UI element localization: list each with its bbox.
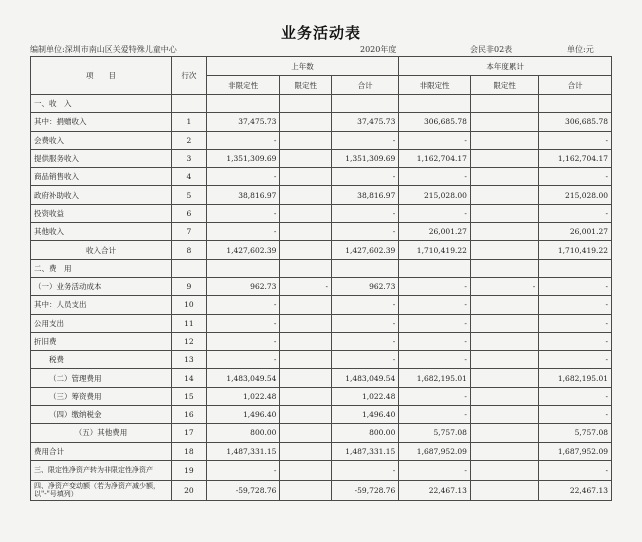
table-row [31, 259, 612, 277]
cur-unrestricted-value: - [399, 277, 471, 295]
row-line-number: 7 [172, 223, 207, 241]
table-row [31, 95, 612, 113]
prev-restricted-value [280, 369, 332, 387]
table-row [31, 314, 612, 332]
prev-restricted-value [280, 442, 332, 460]
cur-unrestricted-value: - [399, 460, 471, 480]
prev-unrestricted-value: 962.73 [206, 277, 280, 295]
cur-restricted-value [470, 113, 538, 131]
cur-unrestricted-value: - [399, 168, 471, 186]
prev-restricted-value [280, 204, 332, 222]
row-line-number: 3 [172, 149, 207, 167]
prev-unrestricted-value: - [206, 460, 280, 480]
cur-unrestricted-value: 26,001.27 [399, 223, 471, 241]
row-item-label: 二、费 用 [31, 259, 172, 277]
row-item-label: 四、净资产变动额（若为净资产减少额，以"-"号填列） [31, 480, 172, 500]
prev-unrestricted-value: 1,487,331.15 [206, 442, 280, 460]
prev-restricted-value [280, 259, 332, 277]
cur-restricted-value [470, 186, 538, 204]
cur-unrestricted-value: - [399, 204, 471, 222]
table-row [31, 131, 612, 149]
cur-restricted-value [470, 131, 538, 149]
prev-restricted-value [280, 241, 332, 259]
col-header-cur-total: 合计 [539, 76, 612, 95]
cur-restricted-value [470, 95, 538, 113]
activity-table [30, 56, 612, 501]
row-item-label: 税费 [31, 351, 172, 369]
prev-total-value: 1,487,331.15 [331, 442, 398, 460]
row-line-number: 2 [172, 131, 207, 149]
cur-restricted-value [470, 168, 538, 186]
row-item-label: 提供服务收入 [31, 149, 172, 167]
prev-restricted-value [280, 424, 332, 442]
table-row [31, 113, 612, 131]
table-row [31, 204, 612, 222]
prev-restricted-value [280, 332, 332, 350]
report-year: 2020年度 [360, 45, 397, 54]
table-body [31, 95, 612, 501]
row-item-label: 公用支出 [31, 314, 172, 332]
cur-total-value: 1,710,419.22 [539, 241, 612, 259]
cur-total-value [539, 95, 612, 113]
cur-total-value: 215,028.00 [539, 186, 612, 204]
cur-total-value: - [539, 387, 612, 405]
row-line-number: 6 [172, 204, 207, 222]
row-item-label: 其中：人员支出 [31, 296, 172, 314]
cur-unrestricted-value [399, 95, 471, 113]
row-line-number: 12 [172, 332, 207, 350]
prev-unrestricted-value: 1,496.40 [206, 406, 280, 424]
cur-total-value: - [539, 406, 612, 424]
row-item-label: 三、限定性净资产转为非限定性净资产 [31, 460, 172, 480]
cur-unrestricted-value: 306,685.78 [399, 113, 471, 131]
row-item-label: （五）其他费用 [31, 424, 172, 442]
prev-unrestricted-value: 800.00 [206, 424, 280, 442]
row-line-number: 1 [172, 113, 207, 131]
row-item-label: 费用合计 [31, 442, 172, 460]
prev-unrestricted-value: - [206, 296, 280, 314]
cur-total-value: 1,687,952.09 [539, 442, 612, 460]
prev-restricted-value [280, 314, 332, 332]
prev-total-value: 1,022.48 [331, 387, 398, 405]
cur-unrestricted-value: - [399, 314, 471, 332]
prev-unrestricted-value: - [206, 314, 280, 332]
cur-unrestricted-value: 22,467.13 [399, 480, 471, 500]
prev-total-value [331, 95, 398, 113]
prev-total-value: 1,483,049.54 [331, 369, 398, 387]
cur-total-value: - [539, 168, 612, 186]
prev-unrestricted-value: - [206, 131, 280, 149]
cur-total-value: - [539, 351, 612, 369]
row-item-label: 投资收益 [31, 204, 172, 222]
cur-restricted-value [470, 369, 538, 387]
cur-total-value: - [539, 277, 612, 295]
prev-restricted-value [280, 480, 332, 500]
table-row [31, 387, 612, 405]
prev-unrestricted-value: -59,728.76 [206, 480, 280, 500]
row-line-number: 8 [172, 241, 207, 259]
cur-restricted-value [470, 296, 538, 314]
table-row [31, 406, 612, 424]
prev-unrestricted-value: - [206, 332, 280, 350]
cur-total-value: 26,001.27 [539, 223, 612, 241]
col-header-item: 项 目 [31, 57, 172, 95]
cur-total-value: - [539, 460, 612, 480]
cur-total-value: 1,162,704.17 [539, 149, 612, 167]
cur-restricted-value [470, 351, 538, 369]
prev-restricted-value [280, 186, 332, 204]
prev-total-value: 38,816.97 [331, 186, 398, 204]
col-header-prev-unrestricted: 非限定性 [206, 76, 280, 95]
row-line-number: 17 [172, 424, 207, 442]
prev-total-value: - [331, 314, 398, 332]
table-row [31, 296, 612, 314]
cur-restricted-value [470, 204, 538, 222]
table-row [31, 460, 612, 480]
prev-total-value: - [331, 296, 398, 314]
table-row [31, 332, 612, 350]
row-line-number: 9 [172, 277, 207, 295]
row-item-label: 其中：捐赠收入 [31, 113, 172, 131]
prev-unrestricted-value: 37,475.73 [206, 113, 280, 131]
prev-total-value: - [331, 332, 398, 350]
row-line-number: 14 [172, 369, 207, 387]
row-line-number: 5 [172, 186, 207, 204]
prev-unrestricted-value: 1,483,049.54 [206, 369, 280, 387]
table-row [31, 480, 612, 500]
prev-unrestricted-value: - [206, 168, 280, 186]
prev-unrestricted-value: 1,022.48 [206, 387, 280, 405]
row-line-number: 20 [172, 480, 207, 500]
cur-restricted-value [470, 314, 538, 332]
cur-restricted-value [470, 406, 538, 424]
row-line-number: 4 [172, 168, 207, 186]
prev-unrestricted-value: 38,816.97 [206, 186, 280, 204]
cur-restricted-value: - [470, 277, 538, 295]
row-line-number: 15 [172, 387, 207, 405]
prev-total-value: 37,475.73 [331, 113, 398, 131]
cur-unrestricted-value: 1,682,195.01 [399, 369, 471, 387]
row-item-label: 商品销售收入 [31, 168, 172, 186]
prev-total-value: 1,351,309.69 [331, 149, 398, 167]
col-header-prev-total: 合计 [331, 76, 398, 95]
row-line-number: 18 [172, 442, 207, 460]
cur-restricted-value [470, 259, 538, 277]
prev-total-value: - [331, 168, 398, 186]
cur-unrestricted-value: - [399, 351, 471, 369]
prev-total-value [331, 259, 398, 277]
currency-unit: 单位:元 [567, 45, 594, 54]
row-item-label: （四）缴纳税金 [31, 406, 172, 424]
row-item-label: （一）业务活动成本 [31, 277, 172, 295]
prev-unrestricted-value: - [206, 351, 280, 369]
row-item-label: 一、收 入 [31, 95, 172, 113]
cur-restricted-value [470, 241, 538, 259]
cur-total-value: 306,685.78 [539, 113, 612, 131]
prev-unrestricted-value: - [206, 204, 280, 222]
prev-restricted-value [280, 406, 332, 424]
cur-restricted-value [470, 480, 538, 500]
prev-total-value: - [331, 204, 398, 222]
cur-unrestricted-value: - [399, 296, 471, 314]
cur-total-value: - [539, 204, 612, 222]
table-row [31, 149, 612, 167]
row-item-label: （三）筹资费用 [31, 387, 172, 405]
cur-unrestricted-value: 1,710,419.22 [399, 241, 471, 259]
prev-restricted-value [280, 296, 332, 314]
prev-total-value: 1,427,602.39 [331, 241, 398, 259]
table-row [31, 241, 612, 259]
prev-total-value: 1,496.40 [331, 406, 398, 424]
row-line-number: 13 [172, 351, 207, 369]
prev-restricted-value [280, 95, 332, 113]
prev-restricted-value [280, 149, 332, 167]
cur-total-value [539, 259, 612, 277]
cur-restricted-value [470, 442, 538, 460]
cur-unrestricted-value: 1,162,704.17 [399, 149, 471, 167]
row-item-label: 其他收入 [31, 223, 172, 241]
row-line-number: 16 [172, 406, 207, 424]
col-header-prev-year: 上年数 [206, 57, 399, 76]
col-header-this-year: 本年度累计 [399, 57, 612, 76]
cur-unrestricted-value [399, 259, 471, 277]
row-item-label: 政府补助收入 [31, 186, 172, 204]
prev-unrestricted-value: 1,427,602.39 [206, 241, 280, 259]
prev-restricted-value [280, 223, 332, 241]
table-row [31, 424, 612, 442]
cur-unrestricted-value: 215,028.00 [399, 186, 471, 204]
table-row [31, 168, 612, 186]
row-line-number: 19 [172, 460, 207, 480]
prev-total-value: 800.00 [331, 424, 398, 442]
table-row [31, 442, 612, 460]
col-header-cur-unrestricted: 非限定性 [399, 76, 471, 95]
table-row [31, 277, 612, 295]
prev-total-value: - [331, 223, 398, 241]
prev-restricted-value [280, 168, 332, 186]
row-line-number [172, 259, 207, 277]
cur-restricted-value [470, 460, 538, 480]
prev-restricted-value [280, 131, 332, 149]
cur-total-value: 1,682,195.01 [539, 369, 612, 387]
cur-total-value: - [539, 131, 612, 149]
prev-total-value: - [331, 460, 398, 480]
cur-unrestricted-value: 1,687,952.09 [399, 442, 471, 460]
cur-unrestricted-value: - [399, 332, 471, 350]
prev-restricted-value [280, 460, 332, 480]
prev-unrestricted-value [206, 259, 280, 277]
row-line-number: 10 [172, 296, 207, 314]
cur-restricted-value [470, 223, 538, 241]
cur-total-value: - [539, 314, 612, 332]
cur-unrestricted-value: - [399, 131, 471, 149]
cur-total-value: 22,467.13 [539, 480, 612, 500]
table-row [31, 223, 612, 241]
cur-restricted-value [470, 332, 538, 350]
cur-restricted-value [470, 149, 538, 167]
table-row [31, 351, 612, 369]
unit-name: 编制单位:深圳市南山区关爱特殊儿童中心 [30, 45, 177, 54]
prev-total-value: 962.73 [331, 277, 398, 295]
cur-unrestricted-value: - [399, 387, 471, 405]
col-header-cur-restricted: 限定性 [470, 76, 538, 95]
row-item-label: 会费收入 [31, 131, 172, 149]
cur-restricted-value [470, 424, 538, 442]
prev-restricted-value [280, 351, 332, 369]
table-row [31, 186, 612, 204]
prev-total-value: - [331, 131, 398, 149]
cur-total-value: - [539, 332, 612, 350]
cur-total-value: 5,757.08 [539, 424, 612, 442]
report-title: 业务活动表 [280, 24, 361, 42]
form-code: 会民非02表 [470, 45, 513, 54]
table-row [31, 369, 612, 387]
col-header-prev-restricted: 限定性 [280, 76, 332, 95]
row-item-label: 收入合计 [31, 241, 172, 259]
row-item-label: 折旧费 [31, 332, 172, 350]
cur-restricted-value [470, 387, 538, 405]
prev-unrestricted-value [206, 95, 280, 113]
cur-total-value: - [539, 296, 612, 314]
row-line-number [172, 95, 207, 113]
prev-restricted-value: - [280, 277, 332, 295]
prev-unrestricted-value: - [206, 223, 280, 241]
prev-total-value: - [331, 351, 398, 369]
prev-total-value: -59,728.76 [331, 480, 398, 500]
row-item-label: （二）管理费用 [31, 369, 172, 387]
cur-unrestricted-value: 5,757.08 [399, 424, 471, 442]
prev-restricted-value [280, 387, 332, 405]
row-line-number: 11 [172, 314, 207, 332]
cur-unrestricted-value: - [399, 406, 471, 424]
col-header-line: 行次 [172, 57, 207, 95]
prev-unrestricted-value: 1,351,309.69 [206, 149, 280, 167]
prev-restricted-value [280, 113, 332, 131]
